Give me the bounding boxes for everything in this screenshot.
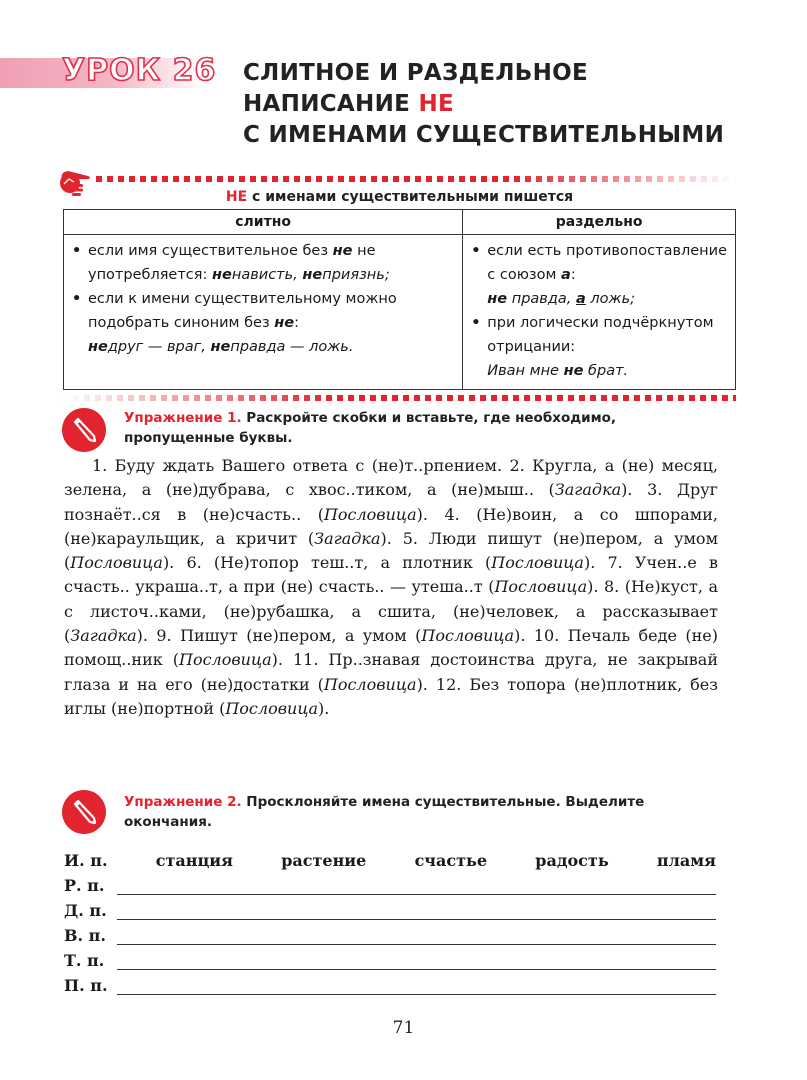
noun: радость <box>535 851 609 870</box>
rule-item: • если имя существительное без не не употребляется: ненависть, неприязнь; <box>88 239 456 287</box>
noun: счастье <box>414 851 488 870</box>
sentence: 3. Друг познаёт..ся в (не)счасть.. ( <box>64 480 718 524</box>
answer-line[interactable] <box>117 903 716 920</box>
title-line-1: СЛИТНОЕ И РАЗДЕЛЬНОЕ <box>243 60 589 86</box>
case-label: И. п. <box>64 851 108 870</box>
declension-row <box>64 970 716 995</box>
declension-table <box>64 845 716 995</box>
sentence: 11. Пр..знавая достоинства друга, не закрывай глаза и на его (не)достатки ( <box>64 650 719 694</box>
pencil-icon <box>62 790 106 834</box>
declension-row <box>64 895 716 920</box>
source: Пословица <box>323 504 417 524</box>
case-label: Т. п. <box>64 951 105 970</box>
answer-line[interactable] <box>117 928 716 945</box>
declension-row <box>64 920 716 945</box>
sentence: 9. Пишут (не)пером, а умом ( <box>156 626 422 646</box>
title-text: НАПИСАНИЕ <box>243 91 419 117</box>
title-line-2 <box>243 89 724 120</box>
exercise-label: Упражнение 2. <box>124 794 242 810</box>
sentence: 10. Печаль беде (не) помощ..ник ( <box>64 626 718 670</box>
source: Пословица <box>491 553 584 573</box>
title-line-3: С ИМЕНАМИ СУЩЕСТВИТЕЛЬНЫМИ <box>243 122 725 148</box>
declension-header <box>64 845 716 870</box>
sentence: 8. (Не)куст, а с листоч..ками, (не)рубашка, а сшита, (не)человек, а рассказывает ( <box>64 577 718 646</box>
sentence: 2. Кругла, а (не) месяц, зелена, а (не)дубрава, с хвос..тиком, а (не)мыш.. ( <box>64 456 718 500</box>
source: Пословица <box>421 626 515 646</box>
case-label: П. п. <box>64 976 108 995</box>
answer-line[interactable] <box>117 953 716 970</box>
source: Загадка <box>70 626 137 646</box>
lesson-label: УРОК 26 <box>62 53 217 88</box>
answer-line[interactable] <box>117 978 716 995</box>
noun: станция <box>155 851 233 870</box>
caption-text: с именами существительными пишется <box>247 189 574 205</box>
exercise-1-text: 1. Буду ждать Вашего ответа с (не)т..рпением. 2. Кругла, а (не) месяц, зелена, а (не)дубрава, с хвос..тиком, а (не)мыш.. (Загадка). 3. Друг познаёт..ся в (не)счасть.. (Пословица). 4. (Не)воин, а со шпорами, (не)караульщик, а кричит (Загадка). 5. Люди пишут (не)пером, а умом (Пословица). 6. (Не)топор теш..т, а плотник (Пословица). 7. Учен..е в счасть.. украша..т, а при (не) счасть.. — утеша..т (Пословица). 8. (Не)куст, а с листоч..ками, (не)рубашка, а сшита, (не)человек, а рассказывает (Загадка). 9. Пишут (не)пером, а умом (Пословица). 10. Печаль беде (не) помощ..ник (Пословица). 11. Пр..знавая достоинства друга, не закрывай глаза и на его (не)достатки (Пословица). 12. Без топора (не)плотник, без иглы (не)портной (Пословица). <box>64 456 719 718</box>
lesson-title <box>243 58 724 151</box>
source: Пословица <box>70 553 163 573</box>
rule-cell-separate <box>463 235 736 390</box>
page-number: 71 <box>392 1018 415 1038</box>
sentence: 4. (Не)воин, а со шпорами, (не)караульщик, а кричит ( <box>64 504 718 548</box>
title-highlight: НЕ <box>418 91 455 117</box>
noun: растение <box>281 851 367 870</box>
exercise-1-heading <box>124 408 724 448</box>
noun: пламя <box>656 851 716 870</box>
rule-item: • если есть противопоставление с союзом а: не правда, а ложь; <box>487 239 729 311</box>
pencil-icon <box>62 408 106 452</box>
exercise-instruction: Раскройте скобки и вставьте, где необходимо, пропущенные буквы. <box>124 410 617 446</box>
case-label: Р. п. <box>64 876 105 895</box>
column-header-together: слитно <box>64 210 463 235</box>
source: Пословица <box>178 650 272 670</box>
rule-item: • при логически подчёркнутом отрицании: Иван мне не брат. <box>487 311 729 383</box>
declension-row <box>64 945 716 970</box>
source: Загадка <box>554 480 622 500</box>
answer-line[interactable] <box>117 878 716 895</box>
rule-cell-together <box>64 235 463 390</box>
column-header-separate: раздельно <box>463 210 736 235</box>
sentence: 5. Люди пишут (не)пером, а умом ( <box>64 528 719 573</box>
declension-row <box>64 870 716 895</box>
rule-item: • если к имени существительному можно подобрать синоним без не: недруг — враг, неправда — ложь. <box>88 287 456 359</box>
exercise-label: Упражнение 1. <box>124 410 242 426</box>
rule-caption <box>63 189 736 205</box>
source: Загадка <box>314 528 381 548</box>
case-label: В. п. <box>64 926 106 945</box>
rule-table <box>63 209 736 390</box>
sentence: 1. Буду ждать Вашего ответа с (не)т..рпением. <box>92 456 510 475</box>
sentence: 6. (Не)топор теш..т, а плотник ( <box>186 553 492 573</box>
exercise-2-heading <box>124 792 734 832</box>
exercise-instruction: Просклоняйте имена существительные. Выделите окончания. <box>124 794 645 830</box>
dotted-divider-bottom <box>62 395 736 401</box>
sentence: 12. Без топора (не)плотник, без иглы (не)портной ( <box>64 674 718 718</box>
caption-highlight: НЕ <box>225 189 248 205</box>
sentence: 7. Учен..е в счасть.. украша..т, а при (не) счасть.. — утеша..т ( <box>64 553 719 597</box>
source: Пословица <box>225 698 319 718</box>
dotted-divider-top <box>96 176 736 182</box>
source: Пословица <box>323 674 417 694</box>
source: Пословица <box>494 577 588 597</box>
case-label: Д. п. <box>64 901 107 920</box>
